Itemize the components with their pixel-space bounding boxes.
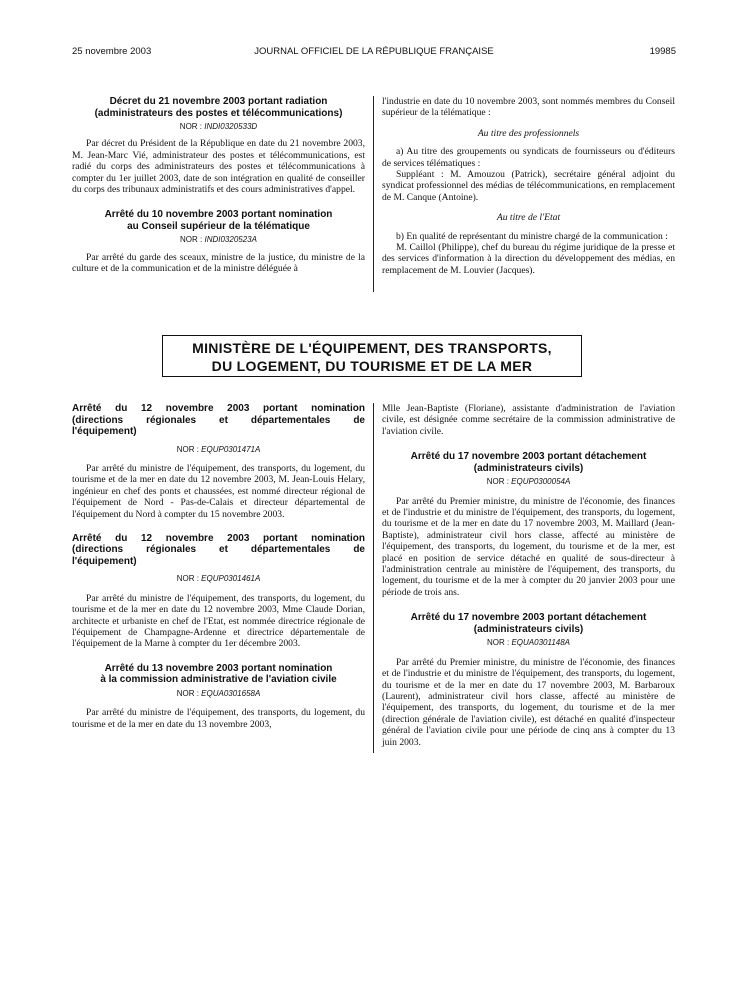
article-continuation: l'industrie en date du 10 novembre 2003, sont nommés membres du Conseil supérieur de la télématique :: [382, 96, 675, 119]
article-title: Arrêté du 13 novembre 2003 portant nomination à la commission administrative de l'aviation civile: [100, 662, 337, 686]
article-title-end: l'équipement): [72, 426, 137, 437]
bottom-left-column: [72, 403, 365, 743]
decree-radiation: [72, 96, 365, 195]
article-title: Arrêté du 17 novembre 2003 portant détachement (administrateurs civils): [410, 612, 647, 635]
top-right-column: [382, 96, 675, 276]
section-heading: Au titre de l'Etat: [496, 212, 561, 224]
nor-reference: NOR : INDI0320533D: [179, 122, 258, 131]
nor-reference: NOR : EQUA0301658A: [176, 688, 261, 698]
running-header: [72, 46, 676, 60]
ministry-heading-line: MINISTÈRE DE L'ÉQUIPEMENT, DES TRANSPORTS,: [192, 340, 552, 356]
article-body: Par arrêté du ministre de l'équipement, des transports, du logement, du tourisme et de la mer en date du 12 novembre 2003, M. Jean-Louis Helary, ingénieur en chef des ponts et chaussées, est nommé directeur régional de l'équipement de Nord - Pas-de-Calais et directeur départemental de l'équipement du Nord à compter du 15 novembre 2003.: [72, 462, 365, 520]
section-paragraph: b) En qualité de représentant du ministre chargé de la communication :: [396, 230, 668, 242]
arrete-nomination-marne: [72, 533, 365, 650]
article-title-end: l'équipement): [72, 555, 137, 567]
article-body: Par arrêté du ministre de l'équipement, des transports, du logement, du tourisme et de la mer en date du 13 novembre 2003,: [72, 707, 365, 730]
article-title: Décret du 21 novembre 2003 portant radiation (administrateurs des postes et télécommunications): [94, 96, 343, 119]
nor-reference: NOR : EQUP0300054A: [486, 477, 571, 487]
article-body: Par arrêté du ministre de l'équipement, des transports, du logement, du tourisme et de la mer en date du 12 novembre 2003, Mme Claude Dorian, architecte et urbaniste en chef de l'Etat, est nommée directrice régionale de l'équipement de Champagne-Ardenne et directrice départementale de l'équipement de la Marne à compter du 1er décembre 2003.: [72, 592, 365, 650]
nor-reference: NOR : EQUP0301471A: [176, 444, 261, 454]
arrete-nomination-nord: [72, 403, 365, 520]
article-body: Par décret du Président de la République en date du 21 novembre 2003, M. Jean-Marc Vié, administrateur des postes et télécommunications, est radié du corps des administrateurs des postes et télécommunications à compter du 1er juillet 2003, date de son intégration en qualité de conseiller du corps des tribunaux administratifs et des cours administratives d'appel.: [72, 138, 365, 196]
journal-title: JOURNAL OFFICIEL DE LA RÉPUBLIQUE FRANÇAISE: [254, 46, 494, 57]
section-paragraph: a) Au titre des groupements ou syndicats de fournisseurs ou d'éditeurs de services télématiques :: [382, 146, 675, 169]
nor-reference: NOR : EQUP0301461A: [176, 574, 261, 584]
column-divider: [373, 403, 374, 753]
article-title: Arrêté du 17 novembre 2003 portant détachement (administrateurs civils): [410, 451, 647, 474]
arrete-detachement-barbaroux: [382, 612, 675, 748]
top-left-column: [72, 96, 365, 288]
article-title: Arrêté du 12 novembre 2003 portant nomination (directions régionales et départementales de: [72, 403, 365, 426]
section-paragraph: M. Caillol (Philippe), chef du bureau du régime juridique de la presse et des services d'information à la direction du développement des médias, en remplacement de M. Louvier (Jacques).: [382, 242, 675, 276]
ministry-heading-line: DU LOGEMENT, DU TOURISME ET DE LA MER: [211, 358, 533, 374]
article-body: Par arrêté du Premier ministre, du ministre de l'économie, des finances et de l'industrie et du ministre de l'équipement, des transports, du logement, du tourisme et de la mer en date du 17 novembre 2003, M. Maillard (Jean-Baptiste), administrateur civil hors classe, affecté au ministère de l'équipement, des transports, du logement, du tourisme et de la mer, est placé en position de service détaché en qualité de sous-directeur à l'administration centrale au ministère de l'équipement, des transports, du logement, du tourisme et de la mer à compter du 20 janvier 2003 pour une période de trois ans.: [382, 495, 675, 598]
ministry-heading-box: [162, 335, 582, 377]
article-title: Arrêté du 10 novembre 2003 portant nomination au Conseil supérieur de la télématique: [104, 209, 333, 232]
bottom-right-column: [382, 403, 675, 761]
section-heading: Au titre des professionnels: [477, 127, 580, 139]
article-title: Arrêté du 12 novembre 2003 portant nomination (directions régionales et départementales de: [72, 532, 365, 556]
article-body: Par arrêté du garde des sceaux, ministre de la justice, du ministre de la culture et de la communication et de la ministre déléguée à: [72, 251, 365, 275]
arrete-detachement-maillard: [382, 451, 675, 598]
arrete-telematique: [72, 209, 365, 274]
nor-reference: NOR : INDI0320523A: [180, 235, 257, 245]
page-number: 19985: [649, 46, 676, 57]
column-divider: [373, 96, 374, 292]
nor-reference: NOR : EQUA0301148A: [486, 638, 571, 648]
arrete-commission-aviation: [72, 663, 365, 730]
issue-date: 25 novembre 2003: [72, 46, 152, 57]
section-paragraph: Suppléant : M. Amouzou (Patrick), secrétaire général adjoint du syndicat professionnel des médias de télécommunications, en remplacement de M. Canque (Antoine).: [382, 169, 675, 203]
article-body: Par arrêté du Premier ministre, du ministre de l'économie, des finances et de l'industrie et du ministre de l'équipement, des transports, du logement, du tourisme et de la mer en date du 17 novembre 2003, M. Barbaroux (Laurent), administrateur civil hors classe, affecté au ministère de l'équipement, des transports, du logement, du tourisme et de la mer (direction générale de l'aviation civile), est détaché en qualité d'inspecteur général de l'aviation civile pour une période de cinq ans à compter du 13 juin 2003.: [382, 656, 675, 748]
article-continuation: Mlle Jean-Baptiste (Floriane), assistante d'administration de l'aviation civile, est désignée comme secrétaire de la commission administrative de l'aviation civile.: [382, 403, 675, 437]
